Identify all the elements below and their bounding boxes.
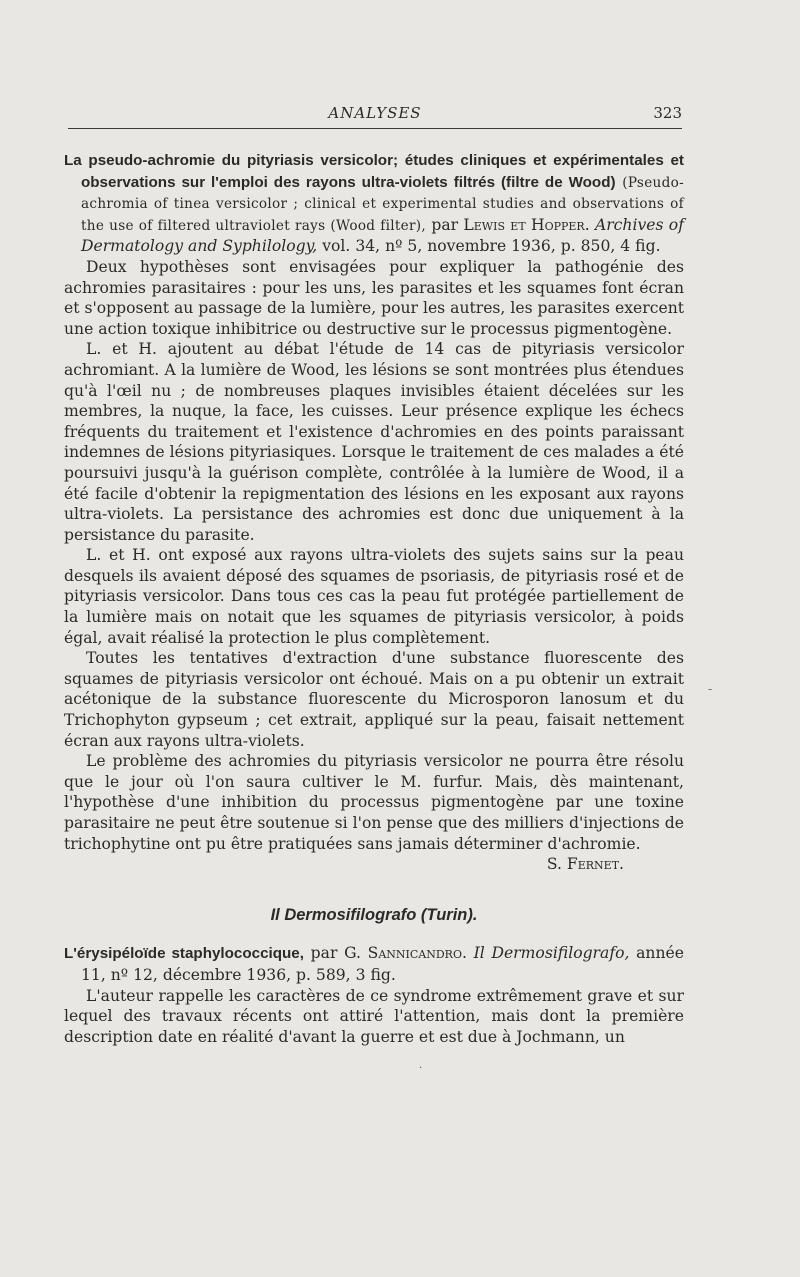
article-2-title: L'érysipéloïde staphylococcique, [64, 945, 304, 963]
article-1-signature: S. Fernet. [546, 855, 624, 874]
article-1-journal: Archives of Dermatology and Syphilology, [81, 215, 684, 256]
article-1-paragraph: L. et H. ont exposé aux rayons ultra-violets des sujets sains sur la peau desquels ils avaient déposé des squames de psoriasis, de pityriasis rosé et de pityriasis versicolor. Dans tous ces cas la peau fut protégée partiellement de la lumière mais on notait que les squames de pityriasis versicolor, à poids égal, avait réalisé la protection le plus complètement. [64, 546, 684, 647]
article-1-title: La pseudo-achromie du pityriasis versicolor; études cliniques et expérimentales et observations sur l'emploi des rayons ultra-violets filtrés (filtre de Wood) [64, 152, 684, 191]
article-2-journal: Il Dermosifilografo, [473, 944, 630, 963]
journal-section-heading: Il Dermosifilografo (Turin). [270, 905, 478, 924]
margin-mark: - [708, 682, 713, 697]
article-1-english-title: (Pseudo-achromia of tinea versicolor ; clinical et experimental studies and observations of the use of filtered ultraviolet rays (Wood filter), [81, 174, 684, 234]
article-1-citation: vol. 34, nº 5, novembre 1936, p. 850, 4 fig. [322, 237, 661, 256]
signature-line [64, 854, 684, 875]
page-header [68, 104, 682, 129]
article-1-paragraph: L. et H. ajoutent au débat l'étude de 14 cas de pityriasis versicolor achromiant. A la lumière de Wood, les lésions se sont montrées plus étendues qu'à l'œil nu ; de nombreuses plaques invisibles étaient décelées sur les membres, la nuque, la face, les cuisses. Leur présence explique les échecs fréquents du traitement et l'existence d'achromies en des points paraissant indemnes de lésions pityriasiques. Lorsque le traitement de ces malades a été poursuivi jusqu'à la guérison complète, contrôlée à la lumière de Wood, il a été facile d'obtenir la repigmentation des lésions en les exposant aux rayons ultra-violets. La persistance des achromies est donc due uniquement à la persistance du parasite. [64, 340, 684, 544]
separator-dot: · [419, 1063, 423, 1074]
article-1-authors-prefix: par [431, 215, 459, 234]
page-number: 323 [653, 104, 682, 122]
article-1-authors: Lewis et Hopper. [463, 215, 590, 234]
article-1-paragraph: Deux hypothèses sont envisagées pour expliquer la pathogénie des achromies parasitaires : pour les uns, les parasites et les squames font écran et s'opposent au passage de la lumière, pour les autres, les parasites exercent une action toxique inhibitrice ou destructive sur le processus pigmentogène. [64, 257, 684, 338]
article-2-paragraph: L'auteur rappelle les caractères de ce syndrome extrêmement grave et sur lequel des travaux récents ont attiré l'attention, mais dont la première description date en réalité d'avant la guerre et est due à Jochmann, un [64, 986, 684, 1046]
article-1-heading [64, 150, 684, 257]
article-1-paragraph: Le problème des achromies du pityriasis versicolor ne pourra être résolu que le jour où l'on saura cultiver le M. furfur. Mais, dès maintenant, l'hypothèse d'une inhibition du processus pigmentogène par une toxine parasitaire ne peut être soutenue si l'on pense que des milliers d'injections de trichophytine ont pu être pratiquées sans jamais déterminer d'achromie. [64, 752, 684, 853]
page-content [64, 150, 684, 1047]
running-title: ANALYSES [328, 104, 422, 122]
article-2-authors-prefix: par G. [310, 944, 361, 963]
article-1-paragraph: Toutes les tentatives d'extraction d'une substance fluorescente des squames de pityriasis versicolor ont échoué. Mais on a pu obtenir un extrait acétonique de la substance fluorescente du Microsporon lanosum et du Trichophyton gypseum ; cet extrait, appliqué sur la peau, faisait nettement écran aux rayons ultra-violets. [64, 649, 684, 750]
article-2-heading [64, 943, 684, 985]
article-2-citation: année 11, nº 12, décembre 1936, p. 589, 3 fig. [81, 944, 684, 984]
article-2-author: Sannicandro. [367, 944, 467, 963]
